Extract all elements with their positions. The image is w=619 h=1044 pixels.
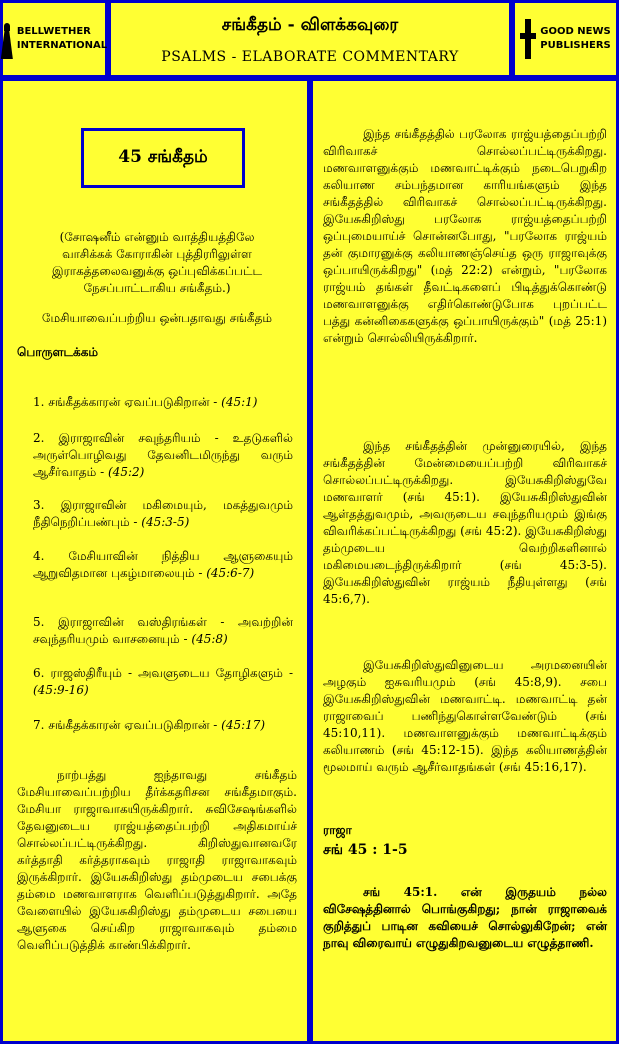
paragraph-3: இயேசுகிறிஸ்துவினுடைய அரமனையின் அழகும் ஐசுவரியமும் (சங் 45:8,9). சபை இயேசுகிறிஸ்துவின் மணவாட்டி. மணவாட்டி தன் ராஜாவைப் பணிந்துகொள்ளவேண்டும் (சங் 45:10,11). மணவாளனுக்கும் மணவாட்டிக்கும் கலியாணம் (சங் 45:12-15). இந்த கலியாணத்தின் மூலமாய் வரும் ஆசீர்வாதங்கள் (சங் 45:16,17).	[323, 658, 607, 774]
toc-ref: (45:2)	[108, 465, 145, 479]
superscription: (சோஷனீம் என்னும் வாத்தியத்திலே வாசிக்கக் கோராகின் புத்திரரிலுள்ள இராகத்தலைவனுக்கு ஒப்புவிக்கப்பட்ட நேசப்பாட்டாகிய சங்கீதம்.)	[51, 230, 263, 295]
toc-text: 7. சங்கீதக்காரன் ஏவப்படுகிறான் -	[33, 718, 222, 732]
logo-line-1: BELLWETHER	[16, 26, 91, 37]
logo-line-2: PUBLISHERS	[540, 40, 611, 51]
title-english: PSALMS - ELABORATE COMMENTARY	[161, 49, 459, 65]
toc-item	[33, 614, 293, 648]
toc-text: 4. மேசியாவின் நித்திய ஆளுகையும் ஆறுவிதமான புகழ்மாலையும் -	[33, 549, 293, 580]
bible-cross-icon	[520, 19, 536, 59]
logo-line-2: INTERNATIONAL	[16, 40, 108, 51]
toc-ref: (45:6-7)	[206, 566, 255, 580]
toc-ref: (45:3-5)	[141, 515, 190, 529]
toc-ref: (45:9-16)	[33, 683, 89, 697]
psalm-title: 45 சங்கீதம்	[81, 128, 245, 188]
toc-item	[33, 497, 293, 531]
bellwether-logo	[3, 3, 108, 75]
toc-ref: (45:1)	[221, 395, 258, 409]
good-news-logo-box	[512, 0, 619, 78]
toc-item	[33, 665, 293, 699]
toc-text: 2. இராஜாவின் சவுந்தரியம் - உதடுகளில் அருள்பொழிவது தேவனிடமிருந்து வரும் ஆசீர்வாதம் -	[33, 431, 293, 479]
section-label: ராஜா	[323, 823, 352, 837]
toc-text: 5. இராஜாவின் வஸ்திரங்கள் - அவற்றின் சவுந்தரியமும் வாசனையும் -	[33, 615, 293, 646]
toc-item	[33, 717, 293, 734]
left-column	[0, 78, 310, 1044]
toc-text: 1. சங்கீதக்காரன் ஏவப்படுகிறான் -	[33, 395, 222, 409]
title-tamil: சங்கீதம் - விளக்கவுரை	[221, 15, 399, 35]
bellwether-ram-icon	[1, 19, 13, 59]
toc-ref: (45:17)	[221, 718, 266, 732]
subtitle: மேசியாவைப்பற்றிய ஒன்பதாவது சங்கீதம்	[41, 311, 273, 325]
toc-ref: (45:8)	[191, 632, 228, 646]
toc-item	[33, 548, 293, 582]
toc-text: 3. இராஜாவின் மகிமையும், மகத்துவமும் நீதிநெறிப்பண்பும் -	[33, 498, 293, 529]
toc-text: 6. ராஜஸ்திரீயும் - அவளுடைய தோழிகளும் -	[33, 666, 293, 680]
right-column	[310, 78, 619, 1044]
toc-item	[33, 430, 293, 481]
contents-heading: பொருளடக்கம்	[17, 345, 99, 359]
logo-line-1: GOOD NEWS	[540, 26, 611, 37]
paragraph-1: இந்த சங்கீதத்தில் பரலோக ராஜ்யத்தைப்பற்றி விரிவாகச் சொல்லப்பட்டிருக்கிறது. மணவாளனுக்கும் மணவாட்டிக்கும் நடைபெறுகிற கலியாண சம்பந்தமான காரியங்களும் இந்த சங்கீதத்தில் விரிவாகச் சொல்லப்பட்டிருக்கிறது. இயேசுகிறிஸ்து பரலோக ராஜ்யத்தைப்பற்றி ஒப்புமையாய்ச் சொன்னபோது, "பரலோக ராஜ்யம் தன் குமாரனுக்கு கலியாணஞ்செய்த ஒரு ராஜாவுக்கு ஒப்பாயிருக்கிறது" (மத் 22:2) என்றும், "பரலோக ராஜ்யம் தங்கள் தீவட்டிகளைப் பிடித்துக்கொண்டு மணவாளனுக்கு எதிர்கொண்டுபோக புறப்பட்ட பத்து கன்னிகைகளுக்கு ஒப்பாயிருக்கும்" (மத் 25:1) என்றும் சொல்லியிருக்கிறார்.	[323, 127, 607, 345]
good-news-logo-text	[540, 25, 610, 53]
bellwether-logo-text	[17, 25, 107, 53]
bellwether-logo-box	[0, 0, 108, 78]
good-news-logo	[515, 3, 616, 75]
toc-item	[33, 394, 293, 411]
section-reference: சங் 45 : 1-5	[323, 842, 408, 858]
verse-text: சங் 45:1. என் இருதயம் நல்ல விசேஷத்தினால் பொங்குகிறது; நான் ராஜாவைக் குறித்துப் பாடின கவியைச் சொல்லுகிறேன்; என் நாவு விரைவாய் எழுதுகிறவனுடைய எழுத்தாணி.	[323, 885, 607, 950]
paragraph-2: இந்த சங்கீதத்தின் முன்னுரையில், இந்த சங்கீதத்தின் மேன்மையைப்பற்றி விரிவாகச் சொல்லப்பட்டிருக்கிறது. இயேசுகிறிஸ்துவே மணவாளர் (சங் 45:1). இயேசுகிறிஸ்துவின் ஆள்தத்துவமும், அவருடைய சவுந்தரியமும் இங்கு விவரிக்கப்பட்டிருக்கிறது (சங் 45:2). இயேசுகிறிஸ்து தம்முடைய வெற்றிகளினால் மகிமையடைந்திருக்கிறார் (சங் 45:3-5). இயேசுகிறிஸ்துவின் ராஜ்யம் நீதியுள்ளது (சங் 45:6,7).	[323, 439, 607, 606]
intro-paragraph: நாற்பத்து ஐந்தாவது சங்கீதம் மேசியாவைப்பற்றிய தீர்க்கதரிசன சங்கீதமாகும். மேசியா ராஜாவாகயிருக்கிறார். சுவிசேஷங்களில் தேவனுடைய ராஜ்யத்தைப்பற்றி அதிகமாய்ச் சொல்லப்பட்டிருக்கிறது. கிறிஸ்துவானவரே கர்த்தாதி கர்த்தராகவும் ராஜாதி ராஜாவாகவும் இருக்கிறார். இயேசுகிறிஸ்து தம்முடைய சபைக்கு தம்மை மணவாளராக வெளிப்படுத்துகிறார். அதே வேளையில் இயேசுகிறிஸ்து தம்முடைய சபையை ஆளுகை செய்கிற ராஜாவாகவும் தம்மை வெளிப்படுத்திக் காண்பிக்கிறார்.	[17, 768, 297, 952]
title-box	[108, 0, 512, 78]
